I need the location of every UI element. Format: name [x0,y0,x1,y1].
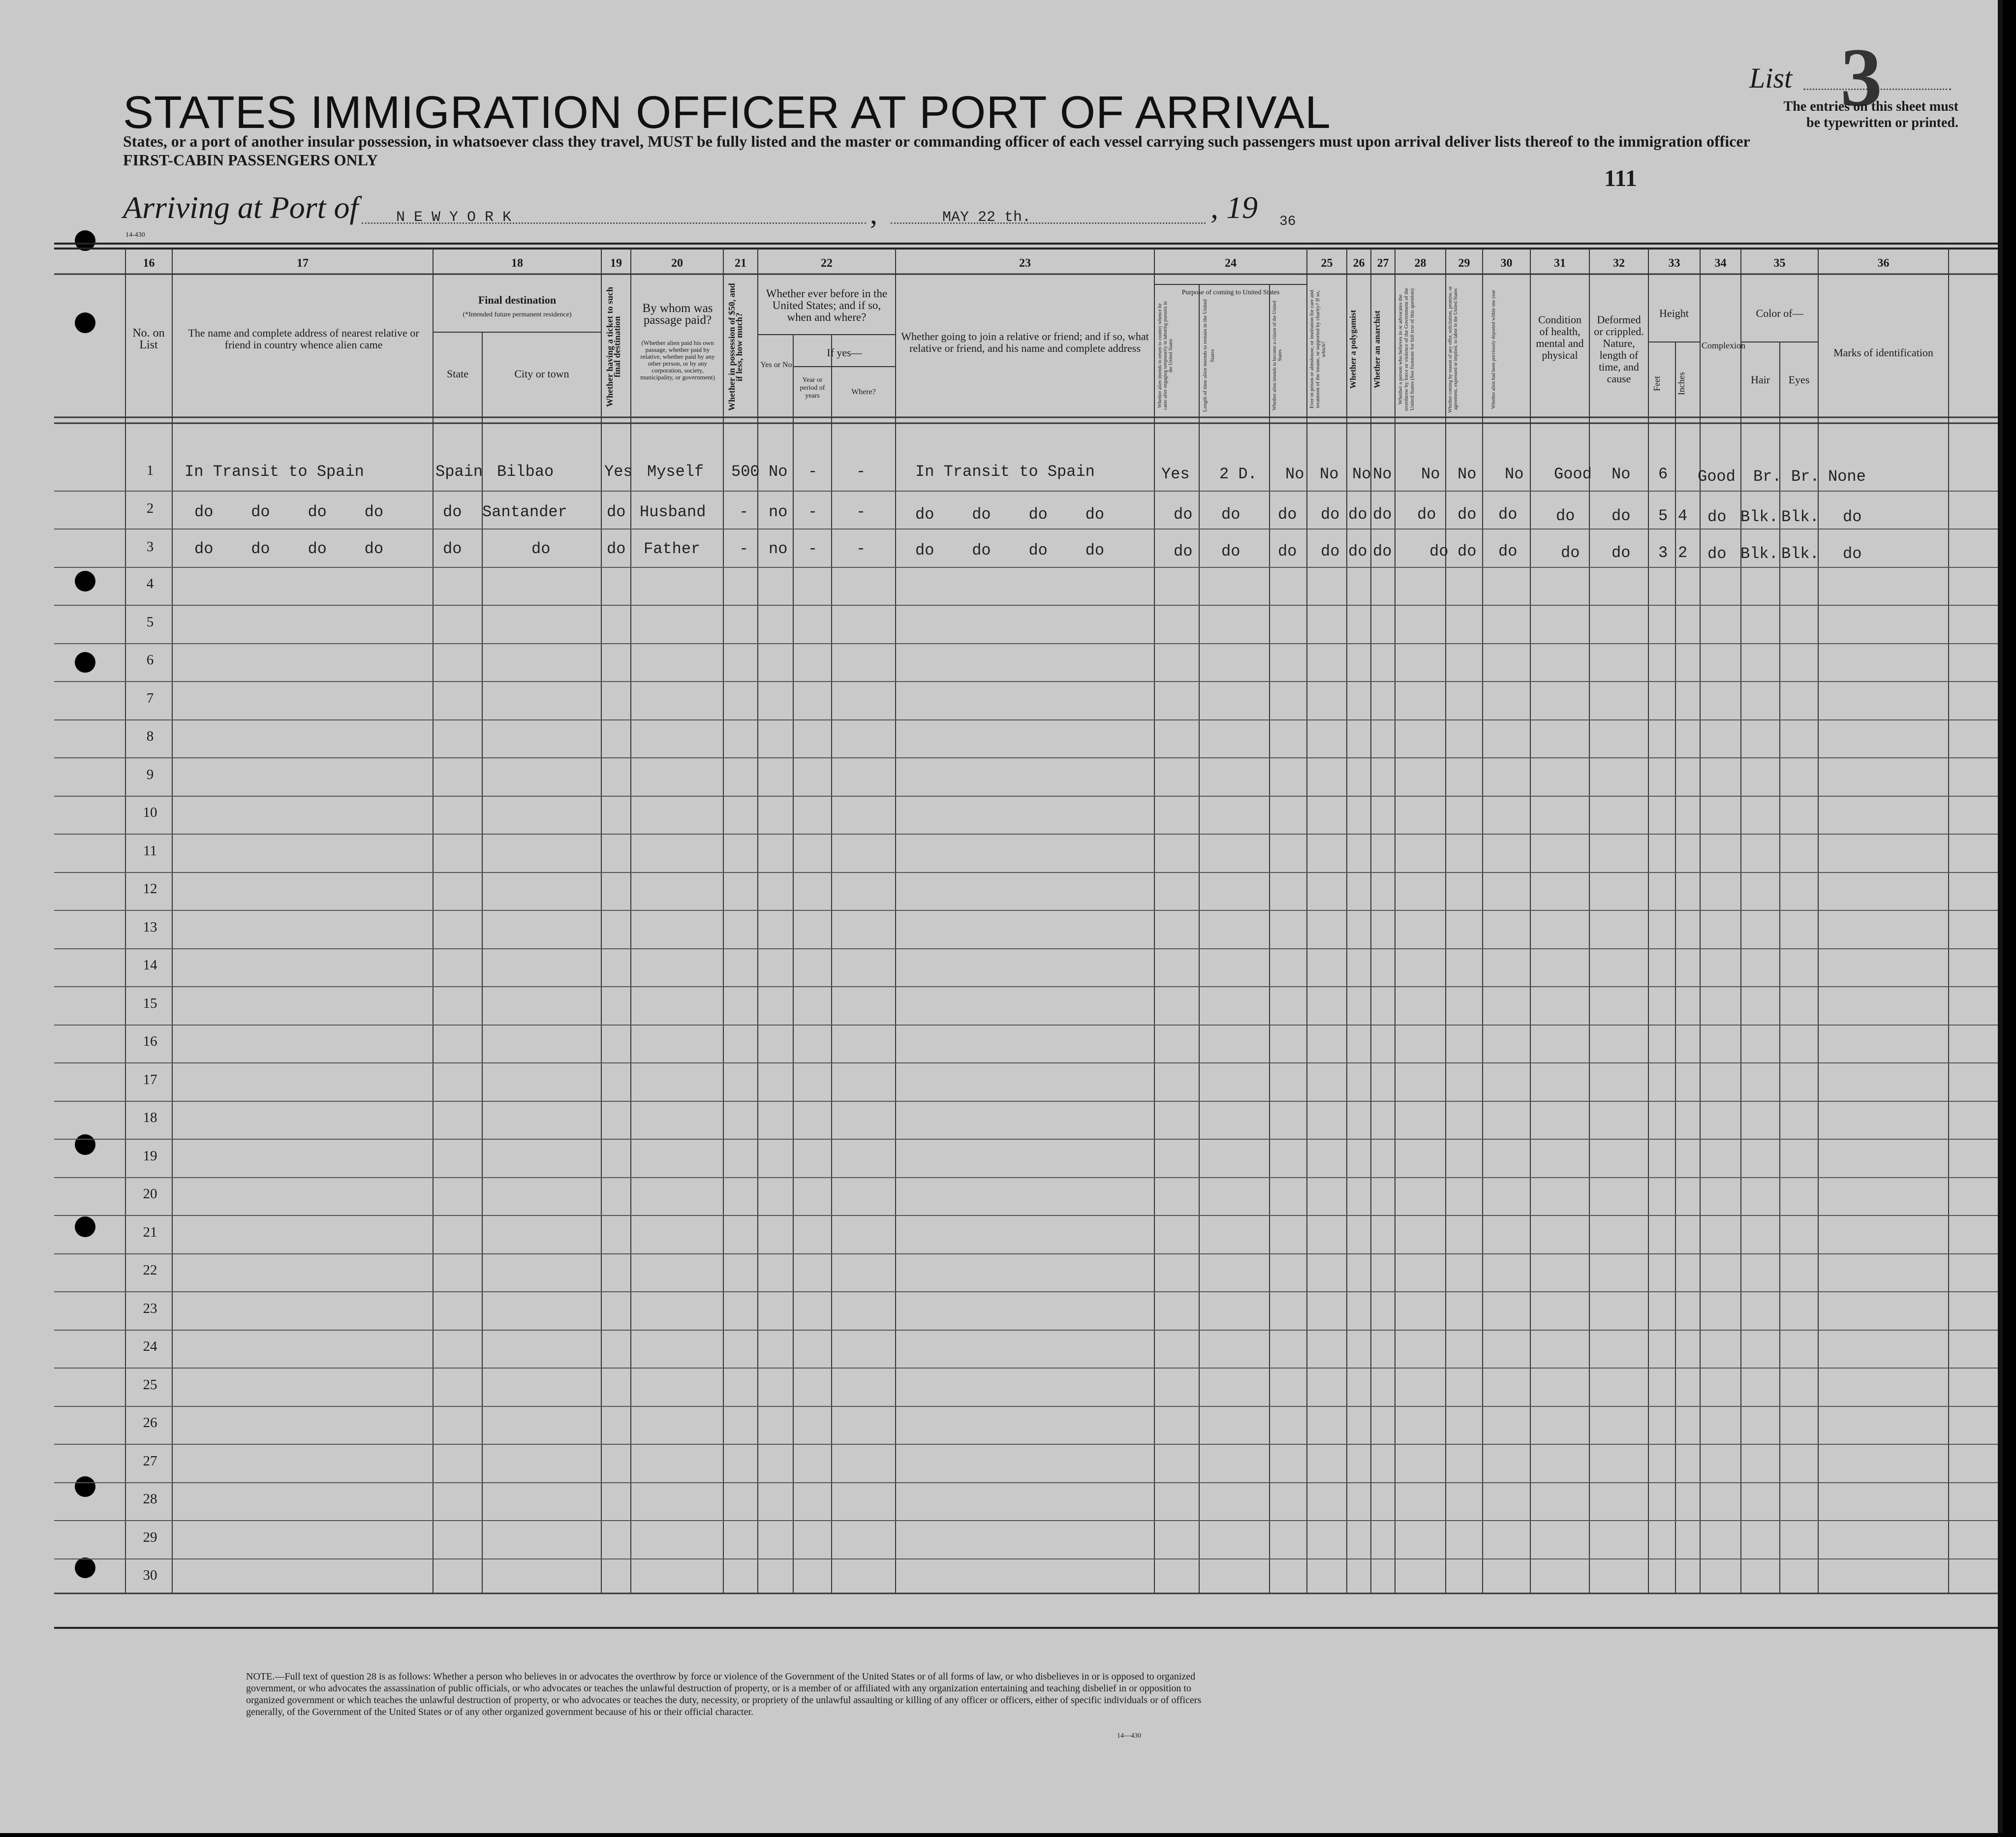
row-number: 14 [143,957,157,973]
row3-health: do [1561,544,1580,562]
row3-eyes: Blk. [1781,545,1819,563]
col-num-28: 28 [1414,257,1427,270]
row1-deformed: No [1612,465,1631,483]
row3-where: - [856,540,866,558]
row2-c24c: do [1278,505,1297,524]
col-num-31: 31 [1554,257,1566,270]
row-number: 26 [143,1415,157,1431]
row2-c30: do [1498,505,1518,524]
row1-c26: No [1352,465,1371,483]
col-35-label: Color of— [1756,307,1803,319]
instructions-line-2: FIRST-CABIN PASSENGERS ONLY [123,151,378,169]
row-number: 16 [143,1033,157,1049]
row2-c25: do [1321,505,1340,524]
col-num-30: 30 [1500,257,1513,270]
col-32-label: Deformed or crippled. Nature, length of time, and cause [1594,313,1644,385]
row1-hair: Br. [1753,467,1782,486]
row2-c24a: do [1174,505,1193,524]
col-35-hair: Hair [1750,374,1770,386]
row3-relative: do do do do [194,540,384,558]
row-number: 29 [143,1529,157,1545]
row1-where: - [856,463,866,481]
row-number: 28 [143,1491,157,1507]
col-24-c: Whether alien intends to become a citizen of the United States [1272,301,1283,410]
row1-relative: In Transit to Spain [185,463,364,481]
col-num-29: 29 [1458,257,1470,270]
row-number: 23 [143,1301,157,1316]
stamp-number: 111 [1604,165,1637,191]
port-value: N E W Y O R K [396,209,512,226]
row3-c25: do [1321,542,1340,560]
row2-marks: do [1843,508,1862,526]
col-18-label: Final destination [478,294,557,306]
row1-complexion: Good [1698,467,1736,486]
col-22-ifyes: If yes— [827,346,862,359]
row-number: 21 [143,1224,157,1240]
row2-c24b: do [1221,505,1241,524]
col-num-35: 35 [1773,257,1786,270]
row3-feet: 3 [1658,544,1668,562]
row3-c26: do [1348,542,1367,560]
col-num-27: 27 [1377,257,1389,270]
col-num-36: 36 [1877,257,1890,270]
col-22-where: Where? [851,388,876,396]
row2-city: Santander [482,503,567,521]
typewritten-note-line-2: be typewritten or printed. [1806,115,1958,130]
row3-state: do [443,540,462,558]
row1-before: No [769,463,788,481]
col-num-18: 18 [511,257,523,270]
row3-join: do do do do [915,541,1105,560]
col-34-label: Complexion [1702,341,1745,350]
col-23-label: Whether going to join a relative or friend; and if so, what relative or friend, and his name and complete address [901,330,1149,354]
col-24-b: Length of time alien intends to remain in the United States [1202,299,1215,412]
row-number: 18 [143,1110,157,1125]
row-number: 30 [143,1567,157,1583]
row-number: 24 [143,1339,157,1354]
row-number: 17 [143,1072,157,1088]
col-num-20: 20 [671,257,683,270]
list-number: 3 [1840,31,1882,124]
row1-marks: None [1828,467,1866,486]
row-number: 15 [143,996,157,1011]
row3-c24a: do [1174,542,1193,560]
col-num-25: 25 [1321,257,1333,270]
year-prefix-text: 19 [1226,190,1258,225]
comma-1: , [870,197,877,230]
row1-city: Bilbao [497,463,554,481]
row1-paid: Myself [647,463,704,481]
col-num-26: 26 [1353,257,1365,270]
row-number: 7 [146,690,154,706]
row-number: 27 [143,1453,157,1469]
row3-year: - [808,540,818,558]
row-number: 12 [143,881,157,897]
row-number: 8 [146,728,154,744]
row-number: 5 [146,614,154,630]
row2-c26: do [1348,505,1367,524]
year-suffix: 36 [1279,214,1296,229]
row3-inches: 2 [1678,544,1688,562]
row3-c28: do [1429,542,1449,560]
row-number: 3 [146,539,154,555]
row3-money: - [739,540,749,558]
row2-health: do [1556,507,1575,525]
col-num-34: 34 [1714,257,1727,270]
col-29-label: Whether coming by reason of any offer, solicitation, promise, or agreement, expressed or implied, to labor in the United States [1448,286,1458,413]
row1-c30: No [1505,465,1524,483]
row-number: 13 [143,919,157,935]
row2-join: do do do do [915,505,1105,524]
row2-before: no [769,503,788,521]
col-num-22: 22 [821,257,833,270]
row-number: 2 [146,500,154,516]
arriving-label: Arriving at Port of [123,190,359,225]
row2-year: - [808,503,818,521]
col-21-label: Whether in possession of $50, and if less, how much? [727,283,744,411]
row2-deformed: do [1612,507,1631,525]
row1-c27: No [1373,465,1392,483]
row-number: 6 [146,652,154,668]
row1-c24b: 2 D. [1219,465,1257,483]
col-25-label: Ever in prison or almshouse, or institution for care and treatment of the insane, or supported by charity? If so, which? [1309,290,1327,409]
instructions-line-1: States, or a port of another insular possession, in whatsoever class they travel, MUST be fully listed and the master or commanding officer of each vessel carrying such passengers must upon arrival deliver lists thereof to the immigration officer [123,132,1750,150]
row1-join: In Transit to Spain [915,463,1095,481]
col-33-inches: Inches [1676,372,1686,396]
row2-money: - [739,503,749,521]
list-label: List [1749,62,1793,94]
row2-paid: Husband [640,503,706,521]
col-20-note: (Whether alien paid his own passage, whether paid by relative, whether paid by any other person, or by any corporation, society, municipality, or government) [640,339,715,381]
row-number: 11 [143,843,157,859]
row2-c29: do [1458,505,1477,524]
row2-feet: 5 [1658,507,1668,525]
row1-state: Spain [435,463,483,481]
row1-c28: No [1421,465,1440,483]
col-num-24: 24 [1225,257,1237,270]
row2-c27: do [1373,505,1392,524]
col-16-label: No. on List [132,327,165,351]
col-20-label: By whom was passage paid? [642,302,713,327]
col-24-a: Whether alien intends to return to country whence he came after engaging temporarily in laboring pursuits in the United States [1157,301,1174,410]
row3-before: no [769,540,788,558]
row3-c30: do [1498,542,1518,560]
row3-c24c: do [1278,542,1297,560]
footnote: NOTE.—Full text of question 28 is as follows: Whether a person who believes in or advocates the overthrow by force or violence of the Government of the United States or of all forms of law, or who disbelieves in or is opposed to organized government, or who advocates the assassination of public officials, or who advocates or teaches the unlawful destruction of property, or is a member of or affiliated with any organization entertaining and teaching disbelief in or opposition to organized government or which teaches the unlawful destruction of property, or who advocates or teaches the duty, necessity, or propriety of the unlawful assaulting or killing of any officer or officers, either of specific individuals or of officers generally, of the Government of the United States or of any other organized government because of his or their official character. [246,1671,1202,1717]
col-33-label: Height [1659,307,1689,319]
col-24-label: Purpose of coming to United States [1181,289,1280,296]
row-number: 9 [146,767,154,782]
row-number: 20 [143,1186,157,1202]
row1-c24c: No [1285,465,1304,483]
col-num-19: 19 [610,257,622,270]
row-number: 22 [143,1262,157,1278]
col-18-state: State [447,368,468,380]
row2-eyes: Blk. [1781,508,1819,526]
col-22-yesno: Yes or No [760,361,792,369]
col-26-label: Whether a polygamist [1348,310,1358,389]
row3-complexion: do [1707,545,1727,563]
col-35-eyes: Eyes [1788,374,1810,386]
row1-year: - [808,463,818,481]
col-19-label: Whether having a ticket to such final destination [605,286,622,407]
row1-c24a: Yes [1161,465,1190,483]
row3-marks: do [1843,545,1862,563]
row3-city: do [531,540,551,558]
page-title: STATES IMMIGRATION OFFICER AT PORT OF ARRIVAL [123,87,1331,138]
row2-where: - [856,503,866,521]
form-number-top: 14-430 [125,231,145,239]
typewritten-note-line-1: The entries on this sheet must [1783,99,1958,114]
form-number-bottom: 14—430 [1117,1732,1141,1740]
row3-c24b: do [1221,542,1241,560]
row1-ticket: Yes [604,463,633,481]
date-value: MAY 22 th. [942,209,1031,226]
col-17-label: The name and complete address of nearest relative or friend in country whence alien came [188,327,419,351]
row2-complexion: do [1707,508,1727,526]
col-33-feet: Feet [1652,376,1662,392]
col-18-city: City or town [514,368,569,380]
row2-hair: Blk. [1740,508,1778,526]
col-27-label: Whether an anarchist [1372,310,1382,389]
col-num-32: 32 [1613,257,1625,270]
row3-c29: do [1458,542,1477,560]
row-number: 25 [143,1377,157,1393]
row-number: 4 [146,576,154,592]
row3-hair: Blk. [1740,545,1778,563]
row2-relative: do do do do [194,503,384,521]
col-22-year: Year or period of years [800,376,825,400]
col-num-33: 33 [1668,257,1680,270]
row1-health: Good [1554,465,1592,483]
row1-c29: No [1458,465,1477,483]
col-36-label: Marks of identification [1833,346,1933,359]
row3-ticket: do [607,540,626,558]
col-30-label: Whether alien had been previously deported within one year [1491,290,1496,409]
col-num-17: 17 [297,257,309,270]
row1-c25: No [1320,465,1339,483]
row2-inches: 4 [1678,507,1688,525]
row3-deformed: do [1612,544,1631,562]
col-31-label: Condition of health, mental and physical [1536,313,1584,361]
col-28-label: Whether a person who believes in or advocates the overthrow by force or violence of the Government of the United States (See footnote for full text of this question) [1397,287,1415,411]
row3-c27: do [1373,542,1392,560]
row2-ticket: do [607,503,626,521]
col-22-label: Whether ever before in the United States; and if so, when and where? [766,287,888,323]
year-prefix: , 19 [1210,190,1258,225]
row2-state: do [443,503,462,521]
col-num-23: 23 [1019,257,1031,270]
row1-feet: 6 [1658,465,1668,483]
row3-paid: Father [644,540,701,558]
row-number: 10 [143,805,157,820]
row-number: 1 [146,463,154,478]
row1-money: 500 [731,463,760,481]
row2-c28: do [1417,505,1436,524]
col-num-16: 16 [143,257,155,270]
col-num-21: 21 [735,257,746,270]
row-number: 19 [143,1148,157,1164]
row1-eyes: Br. [1791,467,1820,486]
col-18-note: (*Intended future permanent residence) [463,311,572,318]
